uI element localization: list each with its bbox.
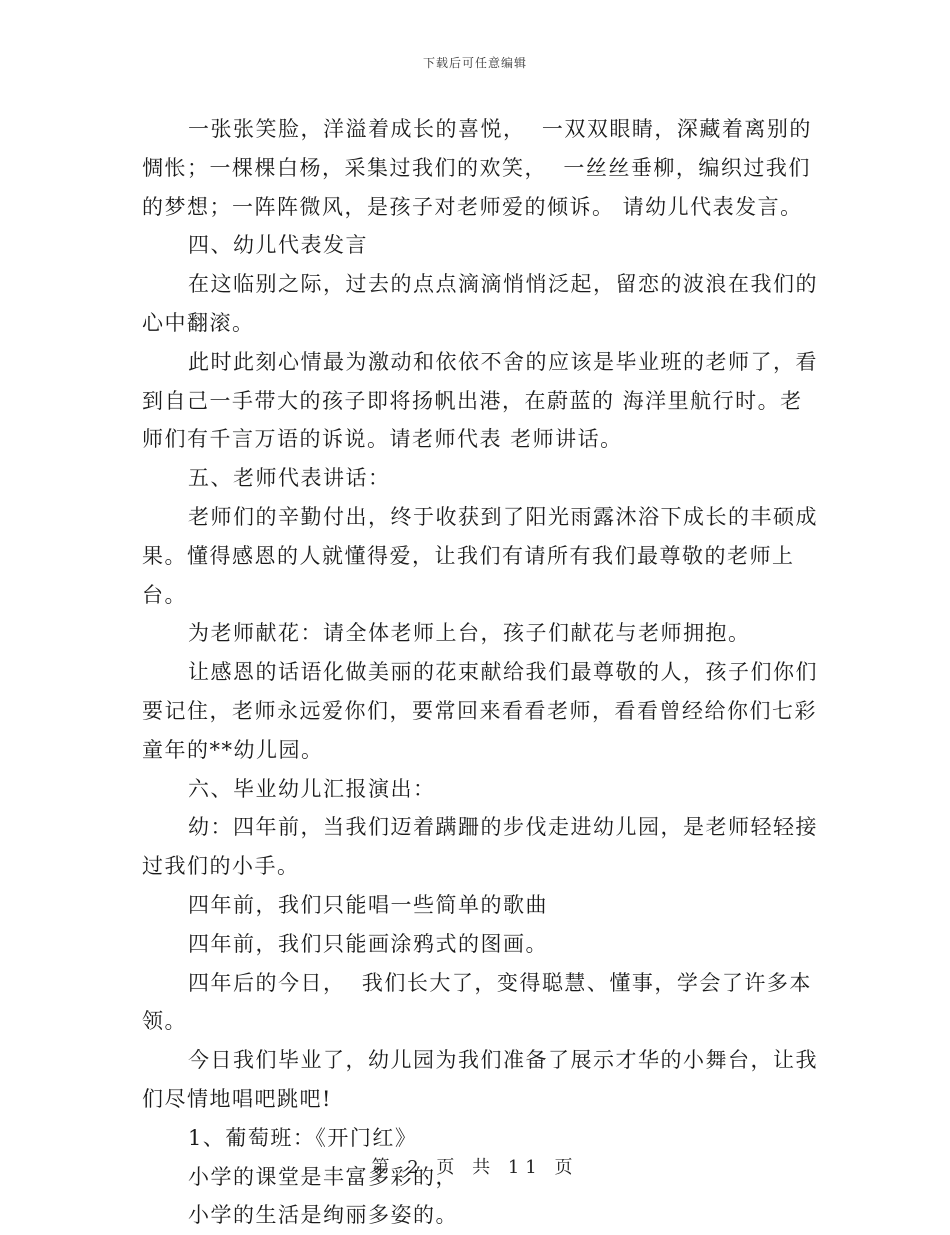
paragraph: 小学的生活是绚丽多姿的。 — [188, 1203, 458, 1228]
paragraph: 为老师献花：请全体老师上台，孩子们献花与老师拥抱。 — [188, 621, 751, 646]
page-number-footer: 第 2 页 共 11 页 — [371, 1157, 579, 1178]
paragraph: 四年前，我们只能唱一些简单的歌曲 — [188, 892, 548, 917]
section-heading: 六、毕业幼儿汇报演出： — [188, 776, 436, 801]
document-body — [142, 110, 822, 1235]
page-header: 下载后可任意编辑 — [422, 56, 527, 70]
program-item: 1、葡萄班：《开门红》 — [188, 1125, 418, 1150]
paragraph: 四年前，我们只能画涂鸦式的图画。 — [188, 931, 548, 956]
paragraph: 一张张笑脸，洋溢着成长的喜悦， 一双双眼睛，深藏着离别的惆怅；一棵棵白杨，采集过我们的欢笑， 一丝丝垂柳，编织过我们的梦想；一阵阵微风，是孩子对老师爱的倾诉。 请幼儿代表发言。 — [142, 117, 812, 219]
paragraph: 让感恩的话语化做美丽的花束献给我们最尊敬的人，孩子们你们要记住，老师永远爱你们，要常回来看看老师，看看曾经给你们七彩童年的**幼儿园。 — [142, 660, 818, 762]
paragraph: 小学的课堂是丰富多彩的， — [188, 1164, 458, 1189]
paragraph: 幼：四年前，当我们迈着蹒跚的步伐走进幼儿园，是老师轻轻接过我们的小手。 — [142, 815, 818, 879]
section-heading: 五、老师代表讲话： — [188, 466, 391, 491]
paragraph: 今日我们毕业了，幼儿园为我们准备了展示才华的小舞台，让我们尽情地唱吧跳吧! — [142, 1048, 818, 1111]
paragraph: 在这临别之际，过去的点点滴滴悄悄泛起，留恋的波浪在我们的心中翻滚。 — [142, 272, 818, 335]
paragraph: 老师们的辛勤付出，终于收获到了阳光雨露沐浴下成长的丰硕成果。懂得感恩的人就懂得爱，让我们有请所有我们最尊敬的老师上台。 — [142, 504, 818, 607]
section-heading: 四、幼儿代表发言 — [188, 233, 368, 258]
paragraph: 四年后的今日， 我们长大了，变得聪慧、懂事，学会了许多本领。 — [142, 970, 812, 1034]
paragraph: 此时此刻心情最为激动和依依不舍的应该是毕业班的老师了，看到自己一手带大的孩子即将扬帆出港，在蔚蓝的 海洋里航行时。老师们有千言万语的诉说。请老师代表 老师讲话。 — [142, 349, 818, 452]
